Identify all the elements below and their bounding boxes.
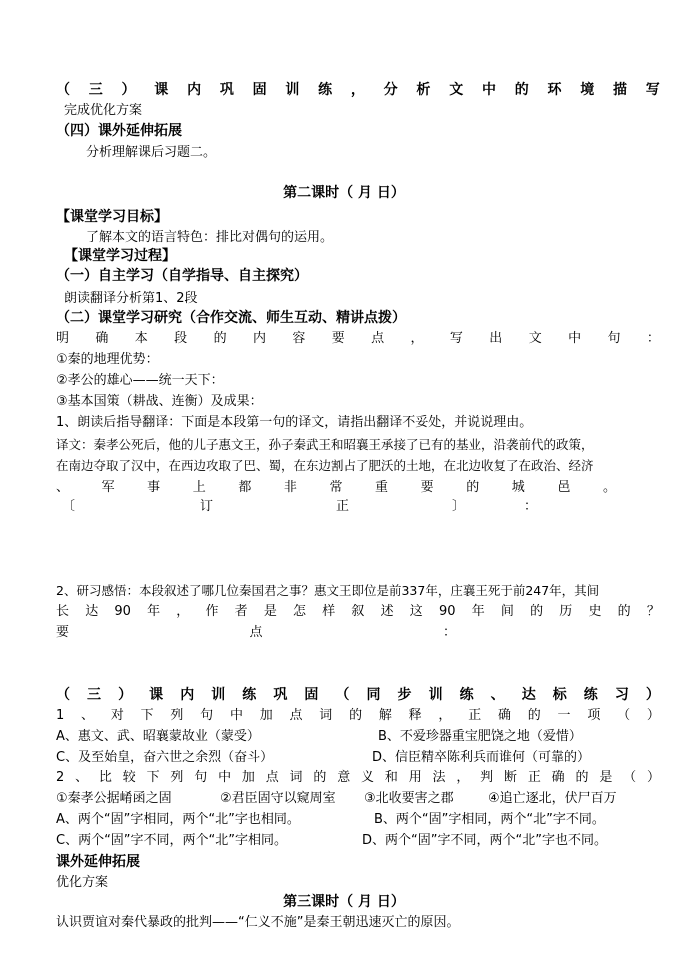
char: 叙 xyxy=(351,604,365,619)
char: ： xyxy=(646,331,660,346)
char: 词 xyxy=(319,708,333,723)
char: 加 xyxy=(241,770,255,785)
char: ） xyxy=(645,687,660,703)
char: 常 xyxy=(329,480,343,495)
char: 句 xyxy=(194,770,208,785)
exercise2-sentence-4: ④追亡逐北，伏尸百万 xyxy=(488,791,617,806)
char: 的 xyxy=(527,708,541,723)
char: 的 xyxy=(466,480,480,495)
point-geography: ①秦的地理优势： xyxy=(56,352,159,367)
char: 容 xyxy=(292,331,306,346)
char: 列 xyxy=(170,708,184,723)
char: 训 xyxy=(285,82,300,98)
char: （ xyxy=(335,687,350,703)
char: 事 xyxy=(147,480,161,495)
char: 、 xyxy=(75,770,89,785)
exercise1-option-d: D、信臣精卒陈利兵而谁何（可靠的） xyxy=(372,750,591,765)
char: 的 xyxy=(617,604,631,619)
char: 90 xyxy=(438,604,456,619)
char: 确 xyxy=(95,331,109,346)
char: 固 xyxy=(252,82,267,98)
correction-close-bracket: 〕 xyxy=(452,499,466,514)
char: ） xyxy=(121,82,136,98)
char: 样 xyxy=(322,604,336,619)
correction-char-zheng: 正 xyxy=(336,499,350,514)
keypoint-char-dian: 点 xyxy=(249,625,263,640)
char: 本 xyxy=(134,331,148,346)
char: ， xyxy=(438,708,452,723)
char: 中 xyxy=(218,770,232,785)
exercise1-option-c: C、及至始皇，奋六世之余烈（奋斗） xyxy=(56,750,274,765)
char: 分 xyxy=(383,82,398,98)
char: （ xyxy=(56,687,70,703)
exercise1-row-cd xyxy=(56,748,656,768)
char: 描 xyxy=(613,82,628,98)
q2-keypoints-line xyxy=(56,623,456,643)
char: 习 xyxy=(614,687,629,703)
char: 作 xyxy=(205,604,219,619)
char: 中 xyxy=(229,708,243,723)
char: 的 xyxy=(514,82,529,98)
clarify-line xyxy=(56,329,660,349)
char: ） xyxy=(646,770,660,785)
char: 加 xyxy=(259,708,273,723)
part3-heading xyxy=(56,685,660,705)
char: 的 xyxy=(530,604,544,619)
char: ， xyxy=(456,770,470,785)
char: 历 xyxy=(559,604,573,619)
char: （ xyxy=(56,82,70,98)
char: 达 xyxy=(521,687,536,703)
keypoint-char-yao: 要 xyxy=(56,625,70,640)
char: 环 xyxy=(547,82,562,98)
char: 。 xyxy=(602,480,616,495)
exercise1-row-ab xyxy=(56,727,656,747)
char: 是 xyxy=(263,604,277,619)
exercise2-option-d: D、两个“固”字不同，两个“北”字也不同。 xyxy=(362,833,607,848)
char: 非 xyxy=(283,480,297,495)
q2-line2 xyxy=(56,602,660,622)
goal-label: 【课堂学习目标】 xyxy=(56,209,168,225)
char: 确 xyxy=(497,708,511,723)
char: 对 xyxy=(110,708,124,723)
q1-translation-line2: 译文：秦孝公死后，他的儿子惠文王，孙子秦武王和昭襄王承接了已有的基业，沿袭前代的政策， xyxy=(56,437,594,452)
char: 1 xyxy=(56,708,65,723)
char: 标 xyxy=(552,687,567,703)
lesson2-title: 第二课时（ 月 日） xyxy=(283,185,405,201)
char: 点 xyxy=(265,770,279,785)
char: 意 xyxy=(337,770,351,785)
lesson3-text: 认识贾谊对秦代暴政的批判——“仁义不施”是秦王朝迅速灭亡的原因。 xyxy=(56,915,460,930)
exercise2-prompt xyxy=(56,768,660,788)
correction-open-bracket: 〔 xyxy=(62,499,76,514)
char: 正 xyxy=(527,770,541,785)
char: 步 xyxy=(397,687,412,703)
char: 和 xyxy=(384,770,398,785)
char: 法 xyxy=(432,770,446,785)
exercise2-option-b: B、两个“固”字相同，两个“北”字不同。 xyxy=(374,812,605,827)
char: 达 xyxy=(85,604,99,619)
char: 境 xyxy=(580,82,595,98)
char: 、 xyxy=(81,708,95,723)
char: 重 xyxy=(375,480,389,495)
part2-heading: （二）课堂学习研究（合作交流、师生互动、精讲点拨） xyxy=(56,310,406,326)
exercise2-row-cd xyxy=(56,831,656,851)
heading-extension-4: （四）课外延伸拓展 xyxy=(56,123,182,139)
char: 断 xyxy=(504,770,518,785)
char: 用 xyxy=(408,770,422,785)
exercise2-row-ab xyxy=(56,810,656,830)
char: 上 xyxy=(192,480,206,495)
char: 释 xyxy=(408,708,422,723)
exercise2-sentence-1: ①秦孝公据崤函之固 xyxy=(56,791,172,806)
char: 史 xyxy=(588,604,602,619)
char: 间 xyxy=(500,604,514,619)
char: 90 xyxy=(114,604,131,619)
char: 述 xyxy=(380,604,394,619)
char: 年 xyxy=(147,604,161,619)
exercise2-option-a: A、两个“固”字相同，两个“北”字也相同。 xyxy=(56,812,300,827)
char: ） xyxy=(646,708,660,723)
char: ？ xyxy=(646,604,660,619)
char: 是 xyxy=(599,770,613,785)
char: 中 xyxy=(481,82,496,98)
char: 中 xyxy=(568,331,582,346)
char: 课 xyxy=(149,687,164,703)
char: 文 xyxy=(528,331,542,346)
correction-colon: ： xyxy=(524,499,538,514)
char: 军 xyxy=(101,480,115,495)
char: 长 xyxy=(56,604,70,619)
char: 巩 xyxy=(273,687,288,703)
char: 明 xyxy=(56,331,70,346)
char: 句 xyxy=(200,708,214,723)
char: 内 xyxy=(252,331,266,346)
q1-line1: 1、朗读后指导翻译：下面是本段第一句的译文，请指出翻译不妥处，并说说理由。 xyxy=(56,415,533,430)
exercise1-option-b: B、不爱珍器重宝肥饶之地（爱惜） xyxy=(378,729,582,744)
char: （ xyxy=(623,770,637,785)
char: 较 xyxy=(122,770,136,785)
char: 固 xyxy=(304,687,319,703)
char: 要 xyxy=(420,480,434,495)
char: ， xyxy=(410,331,424,346)
char: 点 xyxy=(371,331,385,346)
char: 练 xyxy=(318,82,333,98)
exercise2-sentence-3: ③北收要害之郡 xyxy=(364,791,454,806)
extension-heading: 课外延伸拓展 xyxy=(56,854,140,870)
exercise2-sentences xyxy=(56,789,656,809)
char: 写 xyxy=(449,331,463,346)
char: 的 xyxy=(349,708,363,723)
char: 写 xyxy=(645,82,660,98)
char: 训 xyxy=(428,687,443,703)
char: 三 xyxy=(87,687,102,703)
char: 析 xyxy=(416,82,431,98)
char: 列 xyxy=(170,770,184,785)
char: 训 xyxy=(211,687,226,703)
point-ambition: ②孝公的雄心——统一天下： xyxy=(56,373,224,388)
keypoint-colon: ： xyxy=(442,625,456,640)
extension-text: 优化方案 xyxy=(56,875,109,890)
char: 的 xyxy=(213,331,227,346)
char: 练 xyxy=(583,687,598,703)
char: 怎 xyxy=(293,604,307,619)
process-label: 【课堂学习过程】 xyxy=(64,248,176,264)
char: 点 xyxy=(289,708,303,723)
exercise1-prompt xyxy=(56,706,660,726)
exercise2-option-c: C、两个“固”字不同，两个“北”字相同。 xyxy=(56,833,288,848)
char: 的 xyxy=(313,770,327,785)
point-policy: ③基本国策（耕战、连衡）及成果： xyxy=(56,394,263,409)
char: 者 xyxy=(234,604,248,619)
char: 要 xyxy=(331,331,345,346)
char: 课 xyxy=(154,82,169,98)
char: ， xyxy=(350,82,365,98)
char: 都 xyxy=(238,480,252,495)
char: 城 xyxy=(511,480,525,495)
char: 内 xyxy=(180,687,195,703)
char: 比 xyxy=(98,770,112,785)
char: 、 xyxy=(56,480,70,495)
exercise2-sentence-2: ②君臣固守以窥周室 xyxy=(220,791,336,806)
char: 年 xyxy=(471,604,485,619)
char: 三 xyxy=(88,82,103,98)
q2-line1: 2、研习感悟：本段叙述了哪几位秦国君之事？惠文王即位是前337年，庄襄王死于前247年，其间 xyxy=(56,583,600,598)
q1-translation-line4 xyxy=(56,478,616,498)
char: 解 xyxy=(378,708,392,723)
char: 的 xyxy=(575,770,589,785)
char: 段 xyxy=(174,331,188,346)
char: 、 xyxy=(490,687,505,703)
char: 同 xyxy=(366,687,381,703)
lesson3-title: 第三课时（ 月 日） xyxy=(283,894,405,910)
char: （ xyxy=(617,708,631,723)
goal-text: 了解本文的语言特色：排比对偶句的运用。 xyxy=(86,230,334,245)
q1-correction-line xyxy=(62,497,542,517)
char: 内 xyxy=(187,82,202,98)
correction-char-ding: 订 xyxy=(200,499,214,514)
char: 词 xyxy=(289,770,303,785)
char: 正 xyxy=(468,708,482,723)
char: 文 xyxy=(449,82,464,98)
q1-translation-line3: 在南边夺取了汉中，在西边攻取了巴、蜀，在东边割占了肥沃的土地，在北边收复了在政治、经济 xyxy=(56,458,594,473)
char: 句 xyxy=(607,331,621,346)
exercise1-option-a: A、惠文、武、昭襄蒙故业（蒙受） xyxy=(56,729,260,744)
char: 邑 xyxy=(557,480,571,495)
text-analyze-exercise: 分析理解课后习题二。 xyxy=(86,145,217,160)
char: 下 xyxy=(140,708,154,723)
char: ） xyxy=(118,687,133,703)
char: 2 xyxy=(56,770,65,785)
heading-consolidation-environment xyxy=(56,80,660,100)
char: 项 xyxy=(587,708,601,723)
char: 练 xyxy=(242,687,257,703)
char: 出 xyxy=(489,331,503,346)
char: ， xyxy=(176,604,190,619)
char: 下 xyxy=(146,770,160,785)
text-complete-optimization: 完成优化方案 xyxy=(64,103,143,118)
char: 这 xyxy=(409,604,423,619)
part1-text: 朗读翻译分析第1、2段 xyxy=(64,291,198,306)
char: 巩 xyxy=(219,82,234,98)
part1-heading: （一）自主学习（自学指导、自主探究） xyxy=(56,268,308,284)
char: 判 xyxy=(480,770,494,785)
char: 义 xyxy=(361,770,375,785)
char: 确 xyxy=(551,770,565,785)
char: 一 xyxy=(557,708,571,723)
char: 练 xyxy=(459,687,474,703)
